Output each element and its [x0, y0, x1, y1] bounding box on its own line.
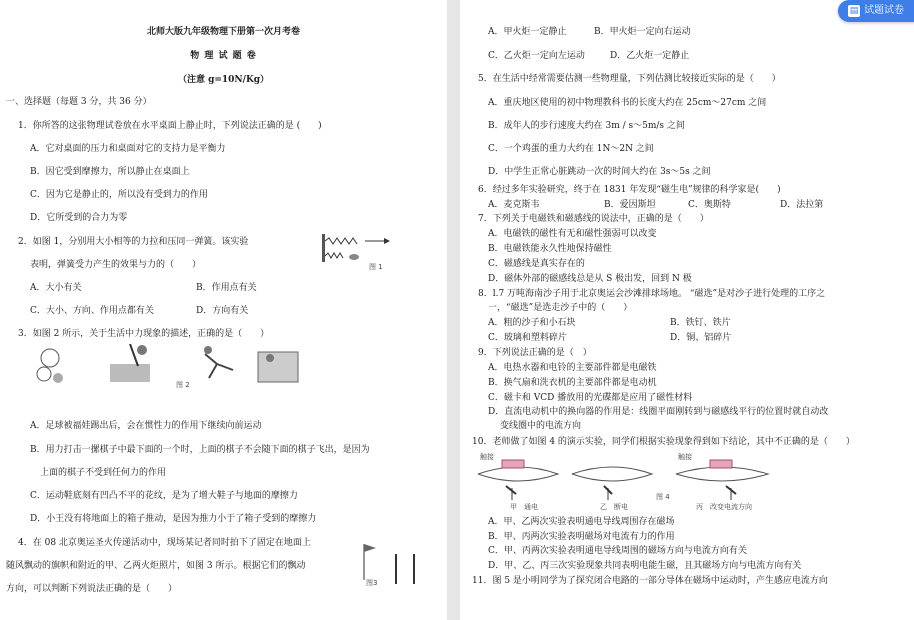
- figure-4-caption: 图 4: [656, 493, 670, 501]
- q4-stem-line1: 4．在 08 北京奥运圣火传递活动中，现场某记者同时拍下了固定在地面上: [18, 538, 311, 548]
- q10-option-d: D．甲、乙、丙三次实验现象共同表明电能生磁，且其磁场方向与电流方向有关: [488, 561, 802, 571]
- q7-option-d: D．磁体外部的磁感线总是从 S 极出发，回到 N 极: [488, 274, 692, 284]
- q6-option-c: C．奥斯特: [688, 200, 731, 210]
- document-icon: ▤: [849, 6, 859, 16]
- figure-4-label-jia: 甲 通电: [510, 503, 538, 511]
- q5-option-b: B．成年人的步行速度大约在 3m / s～5m/s 之间: [488, 121, 685, 131]
- q2-option-a: A．大小有关: [30, 283, 82, 293]
- figure-4-panel-yi: [572, 467, 652, 500]
- q9-option-b: B．换气扇和洗衣机的主要部件都是电动机: [488, 378, 657, 388]
- q10-stem: 10．老师做了如图 4 的演示实验，同学们根据实验现象得到如下结论，其中不正确的是（ ）: [472, 437, 855, 447]
- q1-stem: 1．你所答的这张物理试卷放在水平桌面上静止时，下列说法正确的是 ( ): [18, 121, 322, 131]
- figure-2-caption: 图 2: [176, 381, 190, 389]
- q7-option-a: A．电磁铁的磁性有无和磁性强弱可以改变: [488, 229, 657, 239]
- q4-option-c: C．乙火炬一定向左运动: [488, 51, 585, 61]
- q3-option-d: D．小王没有将地面上的箱子推动，是因为推力小于了箱子受到的摩擦力: [30, 514, 317, 524]
- q3-option-b-line1: B．用力打击一摞棋子中最下面的一个时，上面的棋子不会随下面的棋子飞出，是因为: [30, 445, 370, 455]
- figure-4-panel-jia: [478, 460, 558, 500]
- exam-papers-label: 试题试卷: [864, 5, 904, 16]
- q8-option-b: B．铁钉、铁片: [670, 318, 731, 328]
- figure-4-touch-label-1: 触接: [480, 453, 494, 461]
- figure-4-label-yi: 乙 断电: [600, 503, 628, 511]
- exam-papers-button[interactable]: [838, 0, 914, 22]
- q5-option-a: A．重庆地区使用的初中物理教科书的长度大约在 25cm～27cm 之间: [488, 98, 767, 108]
- q4-option-b: B．甲火炬一定向右运动: [594, 27, 691, 37]
- exam-subtitle: 物 理 试 题 卷: [190, 51, 257, 61]
- q10-option-a: A．甲、乙两次实验表明通电导线周围存在磁场: [488, 517, 675, 527]
- q3-option-a: A．足球被福娃踢出后，会在惯性力的作用下继续向前运动: [30, 421, 262, 431]
- q6-option-a: A．麦克斯韦: [488, 200, 540, 210]
- q1-option-d: D．它所受到的合力为零: [30, 213, 128, 223]
- q2-option-d: D．方向有关: [196, 306, 249, 316]
- q2-stem-line1: 2．如图 1，分别用大小相等的力拉和压同一弹簧。该实验: [18, 237, 249, 247]
- exam-note: （注意 g=10N/Kg）: [177, 75, 270, 85]
- q5-stem: 5．在生活中经常需要估测一些物理量，下列估测比较接近实际的是（ ）: [478, 74, 781, 84]
- q1-option-c: C．因为它是静止的，所以没有受到力的作用: [30, 190, 208, 200]
- q3-option-b-line2: 上面的棋子不受到任何力的作用: [40, 468, 167, 478]
- figure-4-label-bing: 丙 改变电流方向: [696, 503, 752, 511]
- q4-stem-line2: 随风飘动的旗帜和附近的甲、乙两火炬照片，如图 3 所示。根据它们的飘动: [6, 561, 306, 571]
- q4-option-a: A．甲火炬一定静止: [488, 27, 567, 37]
- q8-option-a: A．粗的沙子和小石块: [488, 318, 576, 328]
- left-page: [0, 0, 447, 620]
- q6-option-b: B．爱因斯坦: [604, 200, 656, 210]
- figure-4-touch-label-2: 触接: [678, 453, 692, 461]
- q1-option-a: A．它对桌面的压力和桌面对它的支持力是平衡力: [30, 144, 226, 154]
- figure-1-caption: 图 1: [369, 263, 383, 271]
- right-page: [460, 0, 914, 620]
- figure-4-oersted: [476, 452, 776, 508]
- q7-stem: 7．下列关于电磁铁和磁感线的说法中，正确的是（ ）: [478, 214, 709, 224]
- figure-3-caption: 图3: [366, 579, 378, 587]
- q10-option-c: C．甲、丙两次实验表明通电导线周围的磁场方向与电流方向有关: [488, 546, 747, 556]
- q6-stem: 6．经过多年实验研究，终于在 1831 年发现“磁生电”规律的科学家是( ): [478, 185, 781, 195]
- figure-4-panel-bing: [676, 460, 768, 500]
- q3-stem: 3．如图 2 所示，关于生活中力现象的描述，正确的是（ ）: [18, 329, 270, 339]
- q8-option-d: D．铜、铝碎片: [670, 333, 732, 343]
- q5-option-d: D．中学生正常心脏跳动一次的时间大约在 3s～5s 之间: [488, 167, 711, 177]
- q8-option-c: C．玻璃和塑料碎片: [488, 333, 567, 343]
- q1-option-b: B．因它受到摩擦力，所以静止在桌面上: [30, 167, 190, 177]
- exam-title: 北师大版九年级物理下册第一次月考卷: [146, 27, 300, 37]
- q2-option-c: C．大小、方向、作用点都有关: [30, 306, 154, 316]
- q4-stem-line3: 方向，可以判断下列说法正确的是（ ）: [6, 584, 178, 594]
- q9-option-a: A．电热水器和电铃的主要部件都是电磁铁: [488, 363, 657, 373]
- q6-option-d: D．法拉第: [780, 200, 824, 210]
- q4-option-d: D．乙火炬一定静止: [610, 51, 690, 61]
- q7-option-b: B．电磁铁能永久性地保持磁性: [488, 244, 612, 254]
- q7-option-c: C．磁感线是真实存在的: [488, 259, 585, 269]
- q9-option-d-line1: D．直流电动机中的换向器的作用是：线圈平面刚转到与磁感线平行的位置时就自动改: [488, 407, 829, 417]
- q8-stem-line2: 一，“磁选”是选走沙子中的（ ）: [488, 303, 633, 313]
- q10-option-b: B．甲、丙两次实验表明磁场对电流有力的作用: [488, 532, 675, 542]
- q11-stem: 11．图 5 是小明同学为了探究闭合电路的一部分导体在磁场中运动时，产生感应电流方向: [472, 576, 828, 586]
- q5-option-c: C．一个鸡蛋的重力大约在 1N～2N 之间: [488, 144, 654, 154]
- section-heading: 一、选择题（每题 3 分，共 36 分）: [6, 97, 152, 107]
- q3-option-c: C．运动鞋底刻有凹凸不平的花纹，是为了增大鞋子与地面的摩擦力: [30, 491, 298, 501]
- q2-stem-line2: 表明，弹簧受力产生的效果与力的（ ）: [30, 260, 202, 270]
- q9-option-d-line2: 变线圈中的电流方向: [500, 421, 582, 431]
- q9-stem: 9．下列说法正确的是（ ）: [478, 348, 592, 358]
- q8-stem-line1: 8．l.7 万吨海南沙子用于北京奥运会沙滩排球场地。 “磁选”是对沙子进行处理的工序之: [478, 289, 826, 299]
- q2-option-b: B．作用点有关: [196, 283, 257, 293]
- q9-option-c: C．磁卡和 VCD 播放用的光碟都是应用了磁性材料: [488, 393, 693, 403]
- figure-1-spring: [320, 232, 400, 266]
